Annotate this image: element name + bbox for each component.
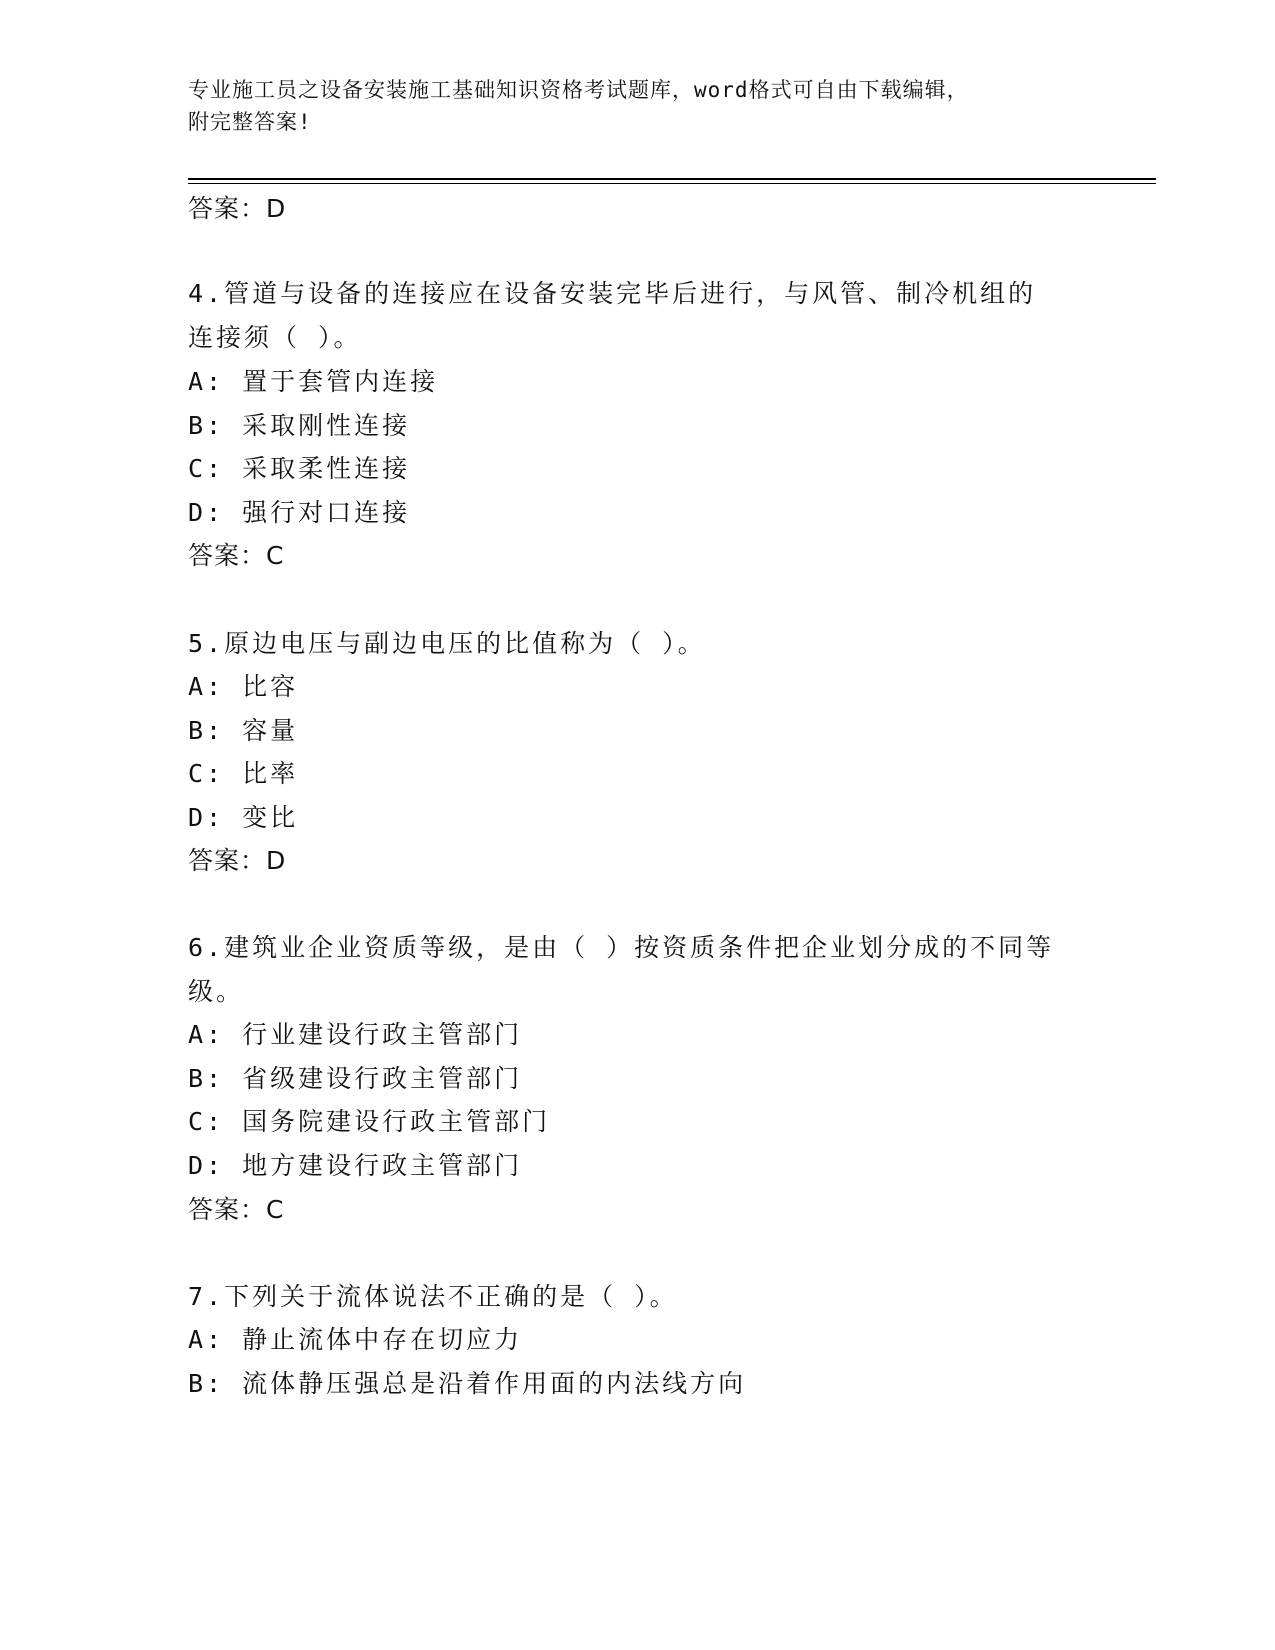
question-4-stem: 4.管道与设备的连接应在设备安装完毕后进行，与风管、制冷机组的 [188, 279, 1037, 308]
question-6-option-c: C: 国务院建设行政主管部门 [188, 1107, 551, 1136]
header-divider [188, 178, 1156, 180]
document-header [188, 74, 1088, 138]
question-4-option-a: A: 置于套管内连接 [188, 367, 439, 396]
header-line-2: 附完整答案! [188, 110, 312, 134]
question-4-option-c: C: 采取柔性连接 [188, 454, 411, 483]
question-6-option-a: A: 行业建设行政主管部门 [188, 1020, 523, 1049]
question-5-option-a: A: 比容 [188, 672, 299, 701]
question-6-stem: 6.建筑业企业资质等级，是由（ ）按资质条件把企业划分成的不同等 [188, 933, 1055, 962]
question-6-answer: 答案：C [188, 1195, 285, 1224]
question-5-stem: 5.原边电压与副边电压的比值称为（ ）。 [188, 629, 706, 658]
question-5-option-b: B: 容量 [188, 716, 299, 745]
question-4-answer: 答案：C [188, 541, 285, 570]
question-5-option-d: D: 变比 [188, 803, 299, 832]
question-7-stem: 7.下列关于流体说法不正确的是（ ）。 [188, 1282, 678, 1311]
question-4-stem-cont: 连接须（ ）。 [188, 323, 362, 352]
question-4-option-b: B: 采取刚性连接 [188, 411, 411, 440]
question-7-option-a: A: 静止流体中存在切应力 [188, 1325, 523, 1354]
question-4-option-d: D: 强行对口连接 [188, 498, 411, 527]
question-6-option-d: D: 地方建设行政主管部门 [188, 1151, 523, 1180]
question-5-answer: 答案：D [188, 846, 287, 875]
question-6-option-b: B: 省级建设行政主管部门 [188, 1064, 523, 1093]
question-5-option-c: C: 比率 [188, 759, 299, 788]
question-6-stem-cont: 级。 [188, 977, 245, 1006]
header-divider-thin [188, 183, 1156, 184]
question-7-option-b: B: 流体静压强总是沿着作用面的内法线方向 [188, 1369, 747, 1398]
header-line-1: 专业施工员之设备安装施工基础知识资格考试题库，word格式可自由下载编辑， [188, 78, 969, 102]
answer-line: 答案：D [188, 194, 287, 223]
